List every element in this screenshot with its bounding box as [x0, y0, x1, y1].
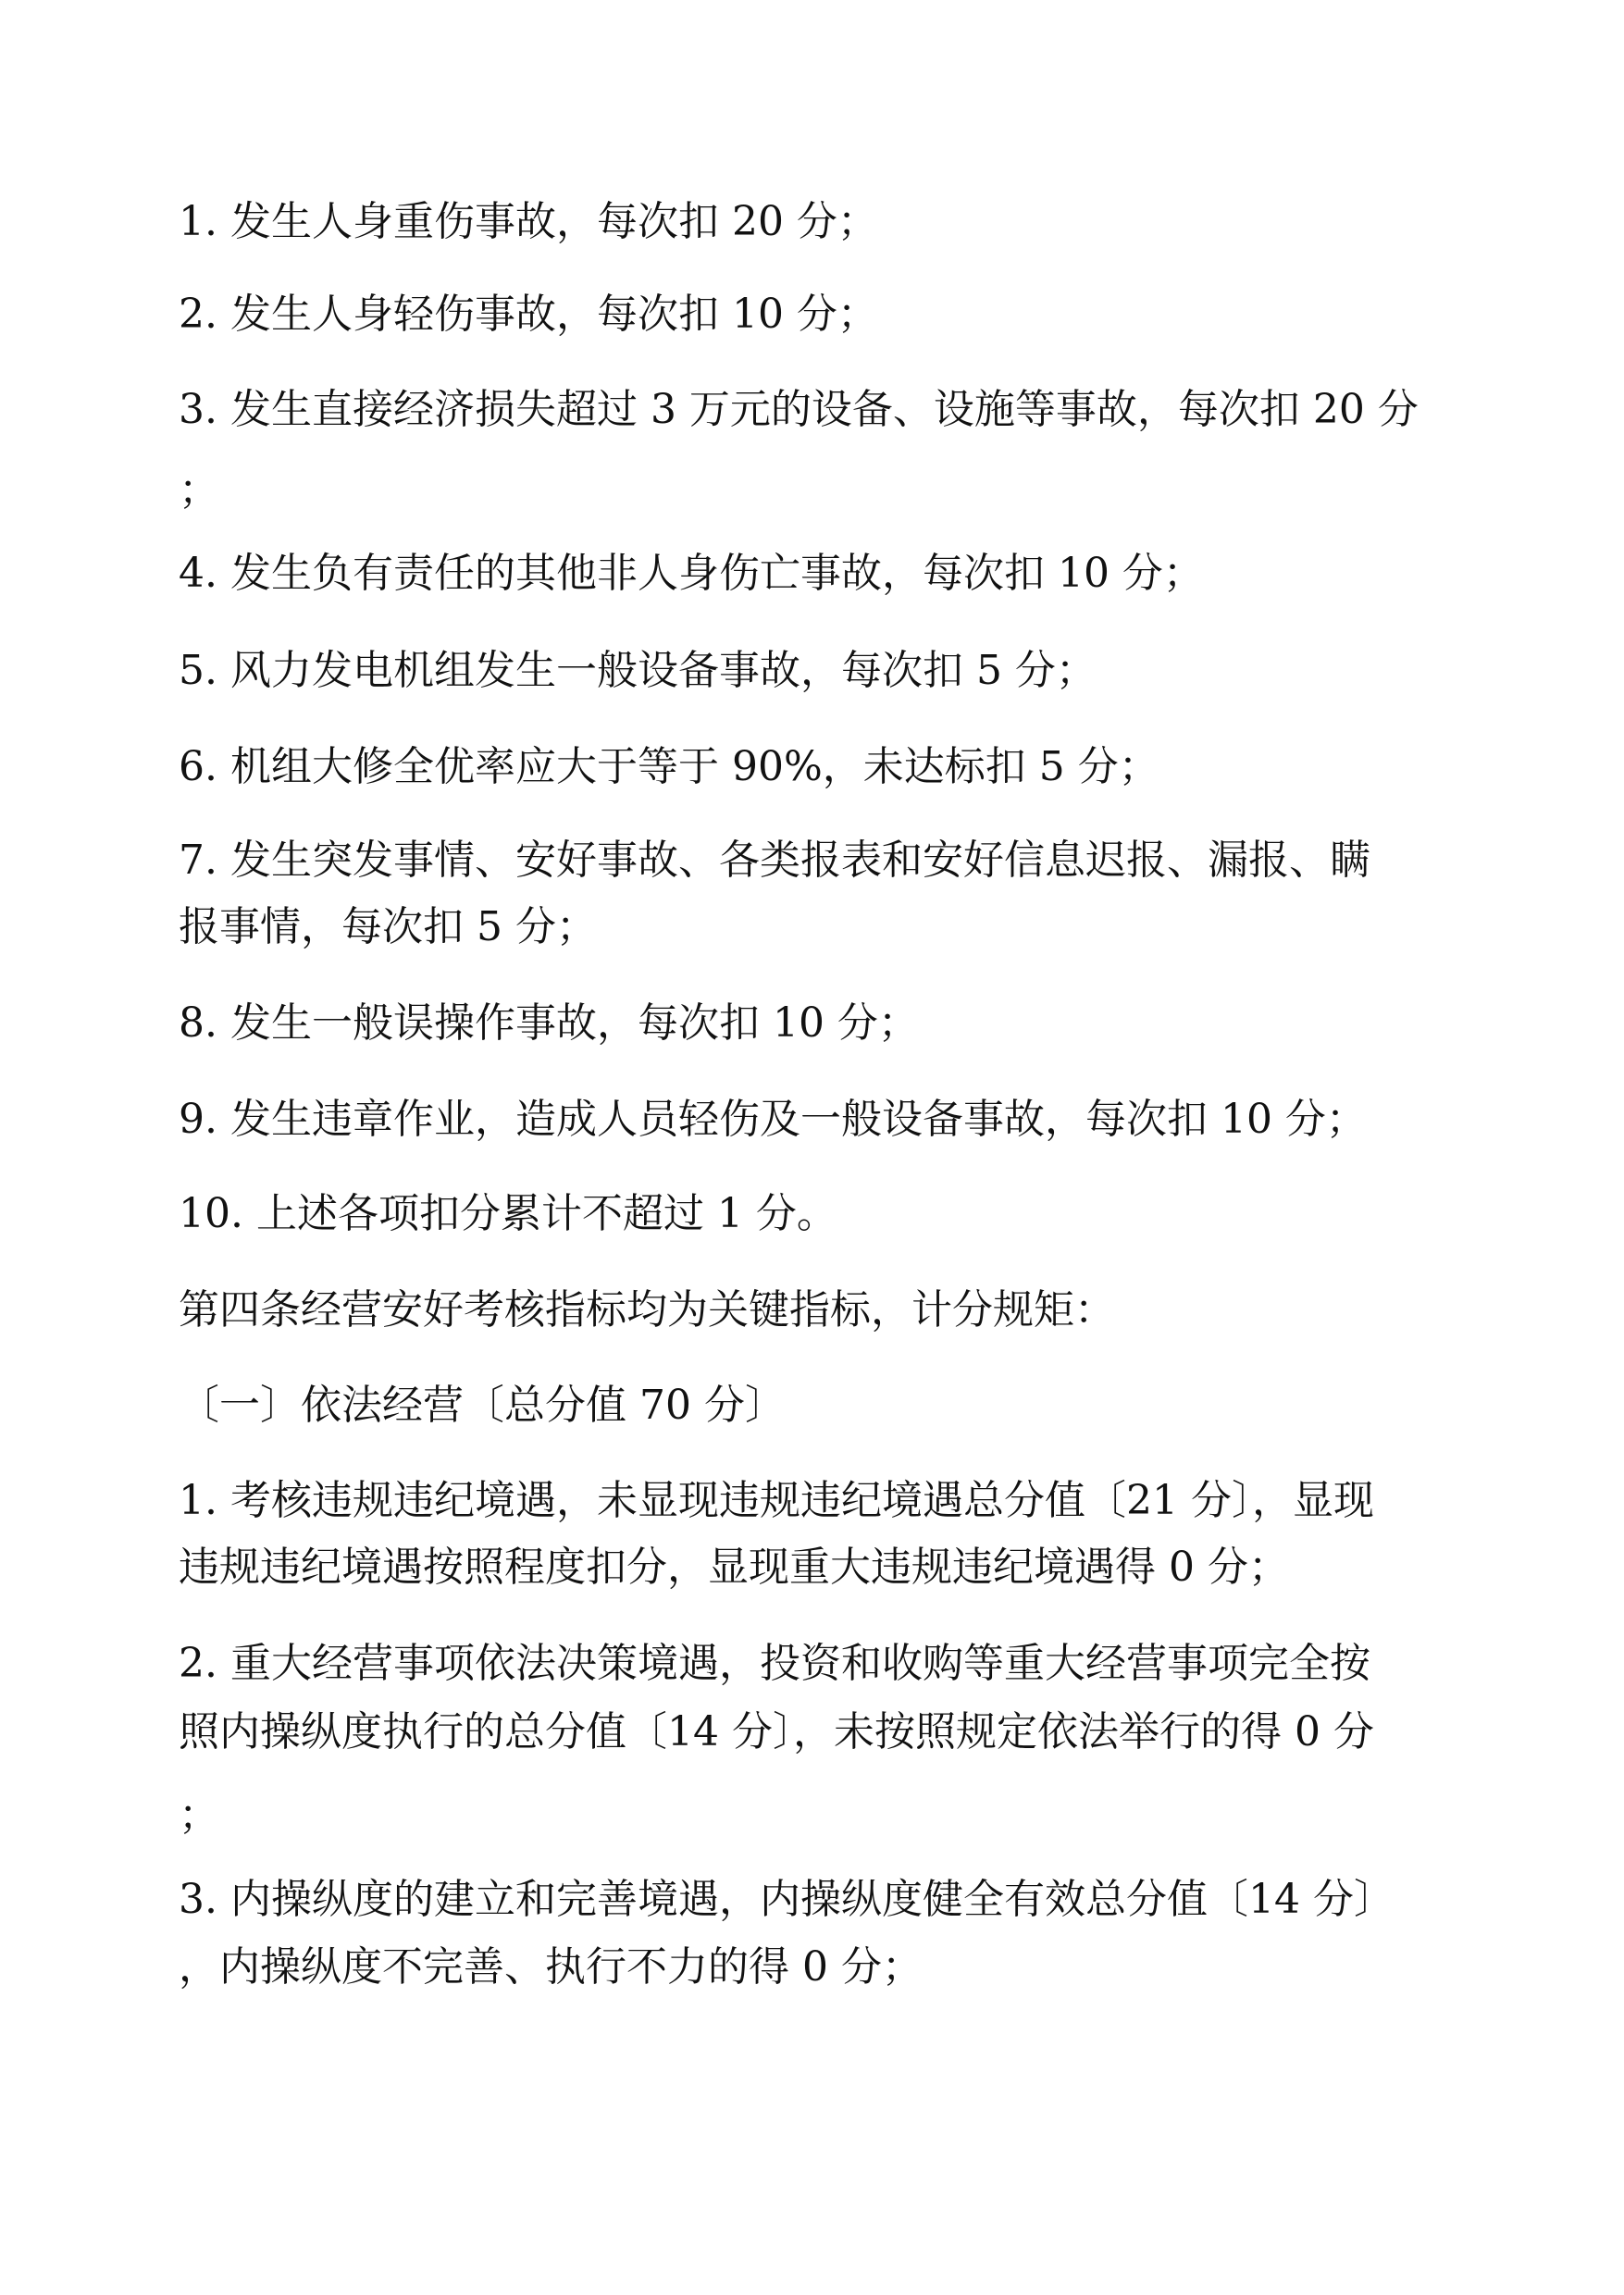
text-line-12: 2. 重大经营事项依法决策境遇，投资和收购等重大经营事项完全按: [179, 1640, 1370, 1687]
text-line-6: 6. 机组大修全优率应大于等于 90%，未达标扣 5 分；: [179, 743, 1159, 790]
text-line-1: 1. 发生人身重伤事故，每次扣 20 分；: [179, 198, 878, 245]
text-line-3: 3. 发生直接经济损失超过 3 万元的设备、设施等事故，每次扣 20 分: [179, 386, 1419, 433]
text-line-12-continuation: 照内操纵度执行的总分值〔14 分〕，未按照规定依法举行的得 0 分: [179, 1708, 1374, 1755]
text-line-5: 5. 风力发电机组发生一般设备事故，每次扣 5 分；: [179, 647, 1097, 694]
text-line-8: 8. 发生一般误操作事故，每次扣 10 分；: [179, 999, 919, 1047]
text-line-4: 4. 发生负有责任的其他非人身伤亡事故，每次扣 10 分；: [179, 550, 1204, 597]
text-line-7: 7. 发生突发事情、安好事故、各类报表和安好信息迟报、漏报、瞒: [179, 837, 1370, 884]
text-line-3-continuation: ；: [179, 466, 219, 514]
text-line-10: 10. 上述各项扣分累计不超过 1 分。: [179, 1190, 837, 1237]
text-line-12-end: ；: [179, 1792, 219, 1839]
section-heading-article-4: 第四条经营安好考核指标均为关键指标，计分规矩：: [179, 1286, 1115, 1334]
subsection-heading-legal-operation: 〔一〕依法经营〔总分值 70 分〕: [179, 1382, 786, 1429]
text-line-9: 9. 发生违章作业，造成人员轻伤及一般设备事故，每次扣 10 分；: [179, 1096, 1367, 1143]
text-line-13: 3. 内操纵度的建立和完善境遇，内操纵度健全有效总分值〔14 分〕: [179, 1876, 1395, 1923]
text-line-11: 1. 考核违规违纪境遇，未显现违规违纪境遇总分值〔21 分〕，显现: [179, 1477, 1374, 1524]
text-line-13-continuation: ，内操纵度不完善、执行不力的得 0 分；: [179, 1943, 923, 1991]
text-line-2: 2. 发生人身轻伤事故，每次扣 10 分；: [179, 291, 878, 338]
text-line-11-continuation: 违规违纪境遇按照程度扣分，显现重大违规违纪境遇得 0 分；: [179, 1544, 1289, 1591]
text-line-7-continuation: 报事情，每次扣 5 分；: [179, 903, 597, 950]
